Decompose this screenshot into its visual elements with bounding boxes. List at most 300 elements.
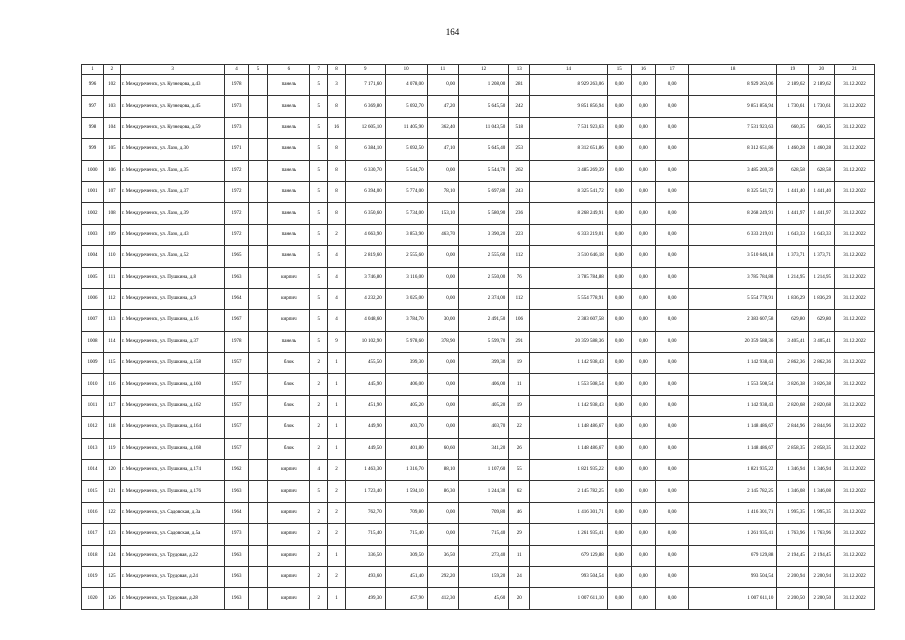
table-cell: 709,80: [459, 502, 509, 523]
table-cell: 47,20: [427, 96, 458, 117]
table-cell: 20: [509, 588, 530, 609]
table-cell: 399,30: [385, 353, 427, 374]
table-cell: 106: [509, 310, 530, 331]
table-cell: 403,70: [459, 417, 509, 438]
column-number-cell: 8: [328, 65, 346, 75]
table-cell: 1: [328, 353, 346, 374]
table-cell: 8 268 249,91: [530, 203, 608, 224]
table-cell: 262: [509, 160, 530, 181]
table-cell: 3 390,20: [459, 224, 509, 245]
table-cell: г. Междуреченск, ул. Пушкина, д.176: [120, 481, 225, 502]
table-cell: 1957: [225, 374, 248, 395]
table-cell: 107: [103, 181, 120, 202]
table-cell: 31.12.2022: [835, 374, 875, 395]
table-cell: 291: [509, 331, 530, 352]
table-cell: 1 836,29: [808, 288, 834, 309]
table-row: [82, 160, 875, 181]
table-cell: 102: [103, 75, 120, 96]
table-cell: 0,00: [607, 353, 631, 374]
table-cell: 0,00: [655, 117, 689, 138]
table-cell: [248, 331, 268, 352]
table-cell: 1 142 938,43: [689, 395, 777, 416]
table-cell: 2: [310, 502, 328, 523]
table-cell: 0,00: [631, 267, 655, 288]
table-cell: 1 763,96: [808, 524, 834, 545]
table-cell: 20 359 588,36: [689, 331, 777, 352]
table-cell: 1973: [225, 524, 248, 545]
table-cell: 0,00: [655, 288, 689, 309]
table-cell: 1 821 935,22: [530, 460, 608, 481]
table-cell: 0,00: [607, 395, 631, 416]
table-cell: 31.12.2022: [835, 224, 875, 245]
table-cell: 1018: [82, 545, 104, 566]
table-cell: г. Междуреченск, ул. Пушкина, д.164: [120, 417, 225, 438]
table-cell: 2 858,35: [808, 438, 834, 459]
housing-table: [81, 64, 875, 610]
table-cell: 31.12.2022: [835, 267, 875, 288]
table-cell: 116: [103, 374, 120, 395]
table-cell: 0,00: [655, 246, 689, 267]
table-cell: 4: [328, 310, 346, 331]
table-cell: 4 078,00: [385, 75, 427, 96]
table-cell: 0,00: [631, 181, 655, 202]
table-cell: 31.12.2022: [835, 502, 875, 523]
table-cell: 5: [310, 96, 328, 117]
table-cell: 1957: [225, 438, 248, 459]
table-cell: [248, 117, 268, 138]
table-cell: 1 836,29: [777, 288, 808, 309]
table-cell: 1 148 486,67: [689, 417, 777, 438]
table-cell: 0,00: [631, 524, 655, 545]
table-cell: 5 692,70: [385, 96, 427, 117]
table-cell: 0,00: [631, 353, 655, 374]
table-cell: 1 643,33: [777, 224, 808, 245]
table-cell: панель: [268, 331, 310, 352]
column-number-cell: 14: [530, 65, 608, 75]
table-cell: 0,00: [631, 481, 655, 502]
table-cell: 4: [328, 267, 346, 288]
table-cell: 0,00: [607, 96, 631, 117]
table-cell: 5: [310, 331, 328, 352]
table-cell: 2: [310, 566, 328, 587]
table-cell: 629,80: [777, 310, 808, 331]
table-cell: 5: [310, 203, 328, 224]
table-cell: 341,20: [459, 438, 509, 459]
table-cell: 0,00: [607, 203, 631, 224]
table-cell: 0,00: [427, 395, 458, 416]
table-cell: [248, 267, 268, 288]
table-cell: 2 819,60: [345, 246, 385, 267]
table-cell: блок: [268, 438, 310, 459]
table-cell: 126: [103, 588, 120, 609]
table-cell: 1957: [225, 395, 248, 416]
table-cell: 2 862,36: [777, 353, 808, 374]
table-cell: [248, 395, 268, 416]
table-cell: 117: [103, 395, 120, 416]
table-cell: 1 723,40: [345, 481, 385, 502]
table-row: [82, 545, 875, 566]
table-cell: панель: [268, 181, 310, 202]
table-cell: 122: [103, 502, 120, 523]
table-cell: 0,00: [631, 96, 655, 117]
table-cell: 0,00: [655, 545, 689, 566]
table-cell: кирпич: [268, 267, 310, 288]
table-cell: г. Междуреченск, ул. Кузнецова, д.59: [120, 117, 225, 138]
table-cell: 1007: [82, 310, 104, 331]
column-number-cell: 5: [248, 65, 268, 75]
table-cell: г. Междуреченск, ул. Пушкина, д.8: [120, 267, 225, 288]
table-cell: 5: [310, 160, 328, 181]
table-cell: 12 605,10: [345, 117, 385, 138]
table-cell: 2 200,50: [777, 588, 808, 609]
table-cell: 0,00: [655, 224, 689, 245]
table-cell: 0,00: [607, 139, 631, 160]
table-cell: 1 007 611,10: [530, 588, 608, 609]
table-cell: 1978: [225, 75, 248, 96]
table-cell: панель: [268, 224, 310, 245]
table-cell: 0,00: [631, 438, 655, 459]
table-cell: 46: [509, 502, 530, 523]
table-cell: г. Междуреченск, ул. Пушкина, д.16: [120, 310, 225, 331]
table-cell: 1017: [82, 524, 104, 545]
table-cell: 0,00: [607, 460, 631, 481]
table-cell: 2 550,00: [459, 267, 509, 288]
table-cell: 8 312 651,86: [530, 139, 608, 160]
table-cell: [248, 139, 268, 160]
table-cell: 0,00: [631, 502, 655, 523]
column-number-cell: 4: [225, 65, 248, 75]
table-cell: 1964: [225, 288, 248, 309]
table-cell: 0,00: [607, 438, 631, 459]
table-cell: 5 734,00: [385, 203, 427, 224]
table-cell: г. Междуреченск, ул. Пушкина, д.160: [120, 374, 225, 395]
table-cell: 412,30: [427, 588, 458, 609]
table-cell: [248, 502, 268, 523]
table-cell: [248, 566, 268, 587]
table-cell: 78,10: [427, 181, 458, 202]
table-cell: кирпич: [268, 588, 310, 609]
table-cell: 1 441,97: [777, 203, 808, 224]
table-cell: 336,50: [345, 545, 385, 566]
table-row: [82, 460, 875, 481]
table-cell: 628,58: [777, 160, 808, 181]
table-cell: 1 995,35: [777, 502, 808, 523]
table-cell: панель: [268, 96, 310, 117]
table-cell: 0,00: [607, 566, 631, 587]
table-cell: 1 416 301,71: [689, 502, 777, 523]
table-cell: 5 978,60: [385, 331, 427, 352]
table-cell: 5 544,70: [385, 160, 427, 181]
table-row: [82, 438, 875, 459]
table-cell: 0,00: [655, 566, 689, 587]
table-cell: 0,00: [631, 460, 655, 481]
table-cell: 7 531 923,63: [689, 117, 777, 138]
table-cell: 45,60: [459, 588, 509, 609]
table-cell: г. Междуреченск, ул. Садовская, д.5а: [120, 524, 225, 545]
table-row: [82, 310, 875, 331]
table-cell: 0,00: [631, 160, 655, 181]
table-cell: 5 580,90: [459, 203, 509, 224]
table-cell: 115: [103, 353, 120, 374]
table-cell: 998: [82, 117, 104, 138]
table-cell: блок: [268, 353, 310, 374]
table-cell: 0,00: [655, 374, 689, 395]
table-cell: 1 995,35: [808, 502, 834, 523]
table-cell: 1 373,71: [808, 246, 834, 267]
table-cell: 31.12.2022: [835, 246, 875, 267]
table-cell: 0,00: [631, 395, 655, 416]
table-cell: блок: [268, 417, 310, 438]
table-cell: 1 763,96: [777, 524, 808, 545]
table-cell: 1 148 486,67: [689, 438, 777, 459]
table-cell: 0,00: [655, 181, 689, 202]
table-cell: 0,00: [631, 417, 655, 438]
table-cell: 660,35: [808, 117, 834, 138]
table-cell: 1015: [82, 481, 104, 502]
table-cell: 31.12.2022: [835, 588, 875, 609]
table-cell: 31.12.2022: [835, 117, 875, 138]
table-row: [82, 566, 875, 587]
table-cell: 2: [310, 417, 328, 438]
table-cell: 629,80: [808, 310, 834, 331]
table-cell: 26: [509, 438, 530, 459]
table-cell: 1011: [82, 395, 104, 416]
table-cell: 0,00: [631, 139, 655, 160]
table-cell: 31.12.2022: [835, 460, 875, 481]
table-cell: 1: [328, 588, 346, 609]
table-cell: 1: [328, 417, 346, 438]
table-cell: 0,00: [631, 588, 655, 609]
table-cell: 5: [310, 310, 328, 331]
table-cell: г. Междуреченск, ул. Лазо, д.52: [120, 246, 225, 267]
table-cell: 243: [509, 181, 530, 202]
table-cell: кирпич: [268, 481, 310, 502]
table-cell: 31.12.2022: [835, 160, 875, 181]
table-cell: 3 485 269,39: [530, 160, 608, 181]
table-cell: г. Междуреченск, ул. Садовская, д.3а: [120, 502, 225, 523]
table-cell: панель: [268, 246, 310, 267]
table-cell: 0,00: [631, 310, 655, 331]
table-cell: 2: [310, 588, 328, 609]
table-cell: 8 929 263,06: [530, 75, 608, 96]
table-cell: 111: [103, 267, 120, 288]
table-cell: г. Междуреченск, ул. Лазо, д.39: [120, 203, 225, 224]
table-cell: 0,00: [607, 288, 631, 309]
table-cell: 1 244,30: [459, 481, 509, 502]
table-cell: г. Междуреченск, ул. Пушкина, д.162: [120, 395, 225, 416]
table-cell: 3 785 784,88: [530, 267, 608, 288]
table-cell: 2: [328, 481, 346, 502]
table-cell: 19: [509, 353, 530, 374]
column-number-cell: 11: [427, 65, 458, 75]
table-cell: 31.12.2022: [835, 353, 875, 374]
table-cell: 1005: [82, 267, 104, 288]
table-cell: г. Междуреченск, ул. Лазо, д.43: [120, 224, 225, 245]
table-cell: 8: [328, 96, 346, 117]
table-cell: 1973: [225, 117, 248, 138]
table-cell: 0,00: [607, 246, 631, 267]
table-cell: 1 148 486,67: [530, 438, 608, 459]
table-cell: 0,00: [607, 331, 631, 352]
table-cell: 679 129,88: [530, 545, 608, 566]
table-cell: 120: [103, 460, 120, 481]
table-cell: 31.12.2022: [835, 545, 875, 566]
table-cell: [248, 203, 268, 224]
table-cell: 0,00: [607, 502, 631, 523]
table-cell: [248, 460, 268, 481]
column-number-cell: 2: [103, 65, 120, 75]
table-cell: 1 261 935,41: [530, 524, 608, 545]
table-cell: 3 485 269,39: [689, 160, 777, 181]
table-cell: 0,00: [655, 310, 689, 331]
table-cell: 31.12.2022: [835, 481, 875, 502]
column-number-row: [82, 65, 875, 75]
table-cell: 5 554 778,91: [689, 288, 777, 309]
table-cell: 1019: [82, 566, 104, 587]
table-cell: 0,00: [631, 545, 655, 566]
table-cell: 5 697,80: [459, 181, 509, 202]
table-row: [82, 181, 875, 202]
table-cell: г. Междуреченск, ул. Лазо, д.30: [120, 139, 225, 160]
table-cell: 106: [103, 160, 120, 181]
table-cell: 3 853,90: [385, 224, 427, 245]
table-cell: 5 645,40: [459, 139, 509, 160]
column-number-cell: 13: [509, 65, 530, 75]
table-cell: 3 025,00: [385, 288, 427, 309]
table-cell: 88,10: [427, 460, 458, 481]
table-cell: 1971: [225, 139, 248, 160]
column-number-cell: 6: [268, 65, 310, 75]
table-cell: 1973: [225, 96, 248, 117]
table-cell: 0,00: [427, 267, 458, 288]
table-cell: 0,00: [607, 310, 631, 331]
table-cell: блок: [268, 374, 310, 395]
table-cell: 1006: [82, 288, 104, 309]
table-cell: 0,00: [427, 502, 458, 523]
table-cell: 2 555,60: [459, 246, 509, 267]
table-cell: 3: [328, 75, 346, 96]
table-cell: 31.12.2022: [835, 75, 875, 96]
table-cell: 8: [328, 181, 346, 202]
table-cell: 1 730,61: [808, 96, 834, 117]
table-cell: г. Междуреченск, ул. Лазо, д.37: [120, 181, 225, 202]
table-cell: 1002: [82, 203, 104, 224]
table-cell: 0,00: [607, 117, 631, 138]
table-cell: 0,00: [655, 75, 689, 96]
table-cell: 1 214,95: [808, 267, 834, 288]
table-cell: 2 383 607,58: [689, 310, 777, 331]
table-cell: 0,00: [607, 545, 631, 566]
table-cell: 0,00: [607, 267, 631, 288]
table-cell: кирпич: [268, 288, 310, 309]
table-cell: 125: [103, 566, 120, 587]
table-cell: 3 784,70: [385, 310, 427, 331]
table-cell: 292,20: [427, 566, 458, 587]
table-cell: 1 261 935,41: [689, 524, 777, 545]
table-cell: 455,50: [345, 353, 385, 374]
table-cell: 1: [328, 438, 346, 459]
table-cell: 36,50: [427, 545, 458, 566]
table-cell: 11: [509, 545, 530, 566]
table-cell: 1014: [82, 460, 104, 481]
table-cell: 0,00: [427, 524, 458, 545]
table-cell: 1972: [225, 224, 248, 245]
table-cell: 5: [310, 246, 328, 267]
table-cell: панель: [268, 139, 310, 160]
table-cell: 7 531 923,63: [530, 117, 608, 138]
table-cell: 1972: [225, 203, 248, 224]
table-cell: 405,20: [459, 395, 509, 416]
page-number: 164: [445, 27, 460, 37]
table-cell: 0,00: [655, 460, 689, 481]
table-cell: панель: [268, 203, 310, 224]
table-cell: 114: [103, 331, 120, 352]
table-cell: 3 510 646,18: [530, 246, 608, 267]
table-cell: 457,90: [385, 588, 427, 609]
table-cell: 2 145 782,25: [689, 481, 777, 502]
table-cell: г. Междуреченск, ул. Пушкина, д.168: [120, 438, 225, 459]
table-cell: [248, 288, 268, 309]
table-cell: 2 862,36: [808, 353, 834, 374]
table-cell: 3 785 784,88: [689, 267, 777, 288]
table-cell: 445,90: [345, 374, 385, 395]
table-cell: 5 774,00: [385, 181, 427, 202]
table-row: [82, 481, 875, 502]
table-cell: 715,40: [459, 524, 509, 545]
table-cell: 9 851 856,94: [689, 96, 777, 117]
table-row: [82, 588, 875, 609]
table-cell: 2 200,94: [777, 566, 808, 587]
column-number-cell: 16: [631, 65, 655, 75]
table-cell: 1: [328, 374, 346, 395]
table-row: [82, 395, 875, 416]
table-cell: 31.12.2022: [835, 203, 875, 224]
table-cell: 1013: [82, 438, 104, 459]
table-cell: панель: [268, 75, 310, 96]
table-cell: 0,00: [427, 246, 458, 267]
table-cell: 0,00: [631, 117, 655, 138]
table-cell: 22: [509, 417, 530, 438]
table-cell: 1 643,33: [808, 224, 834, 245]
table-cell: панель: [268, 117, 310, 138]
table-cell: г. Междуреченск, ул. Кузнецова, д.45: [120, 96, 225, 117]
table-cell: 4 048,60: [345, 310, 385, 331]
table-cell: 0,00: [655, 481, 689, 502]
table-cell: 31.12.2022: [835, 288, 875, 309]
table-cell: 309,50: [385, 545, 427, 566]
table-cell: 1978: [225, 331, 248, 352]
table-cell: 1957: [225, 417, 248, 438]
table-cell: 273,40: [459, 545, 509, 566]
table-cell: 104: [103, 117, 120, 138]
table-cell: 1 007 611,10: [689, 588, 777, 609]
table-cell: кирпич: [268, 310, 310, 331]
table-body: [82, 75, 875, 610]
table-cell: 7 171,60: [345, 75, 385, 96]
table-cell: 715,40: [345, 524, 385, 545]
table-cell: 1 148 486,67: [530, 417, 608, 438]
table-cell: 451,90: [345, 395, 385, 416]
table-cell: 3 405,41: [808, 331, 834, 352]
table-cell: 0,00: [607, 417, 631, 438]
table-cell: 493,60: [345, 566, 385, 587]
table-cell: 0,00: [607, 160, 631, 181]
table-cell: 6 369,80: [345, 96, 385, 117]
table-cell: 1020: [82, 588, 104, 609]
table-cell: 113: [103, 310, 120, 331]
table-cell: 0,00: [655, 395, 689, 416]
table-cell: 19: [509, 395, 530, 416]
